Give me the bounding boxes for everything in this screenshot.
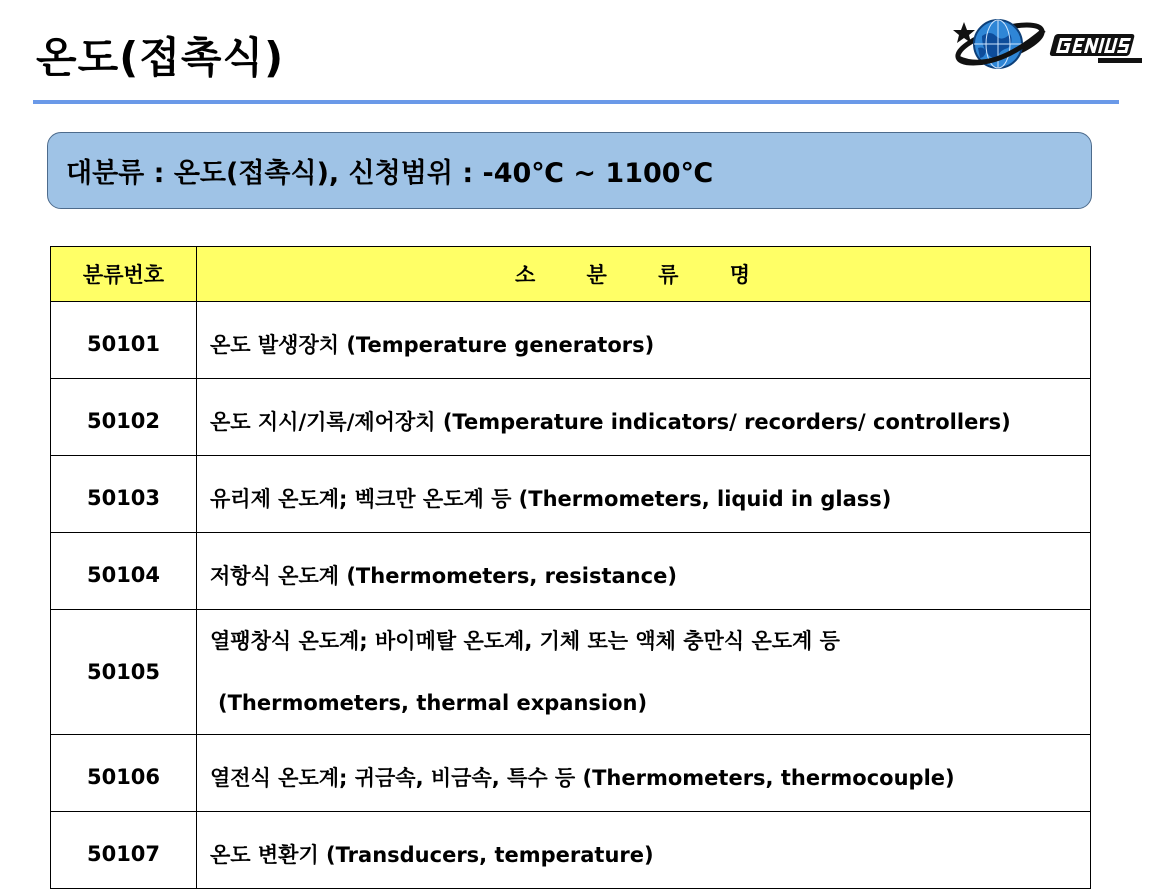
row-code: 50103 [51,456,197,533]
table-row [51,735,1091,812]
row-code: 50104 [51,533,197,610]
column-header-code: 분류번호 [51,247,197,302]
row-name [197,610,1091,735]
row-name: 온도 지시/기록/제어장치 (Temperature indicators/ recorders/ controllers) [197,379,1091,456]
table-row [51,379,1091,456]
table-row [51,302,1091,379]
title-underline [33,100,1119,104]
row-code: 50106 [51,735,197,812]
table-row [51,812,1091,889]
row-code: 50105 [51,610,197,735]
row-name: 온도 발생장치 (Temperature generators) [197,302,1091,379]
row-name: 유리제 온도계; 벡크만 온도계 등 (Thermometers, liquid in glass) [197,456,1091,533]
category-table [50,246,1091,889]
row-code: 50107 [51,812,197,889]
table-row [51,533,1091,610]
column-header-name: 소 분 류 명 [197,247,1091,302]
row-name: 온도 변환기 (Transducers, temperature) [197,812,1091,889]
table-row [51,456,1091,533]
row-code: 50101 [51,302,197,379]
row-name-line-1: 열팽창식 온도계; 바이메탈 온도계, 기체 또는 액체 충만식 온도계 등 [210,629,840,653]
summary-text: 대분류 : 온도(접촉식), 신청범위 : -40℃ ~ 1100℃ [66,158,714,189]
table-row [51,610,1091,735]
row-code: 50102 [51,379,197,456]
globe-logo-icon [952,8,1152,78]
genius-industries-logo [952,8,1152,78]
row-name: 저항식 온도계 (Thermometers, resistance) [197,533,1091,610]
summary-banner [47,132,1092,209]
row-name: 열전식 온도계; 귀금속, 비금속, 특수 등 (Thermometers, thermocouple) [197,735,1091,812]
page-title: 온도(접촉식) [36,33,285,82]
row-name-line-2: (Thermometers, thermal expansion) [218,691,648,715]
table-header-row [51,247,1091,302]
